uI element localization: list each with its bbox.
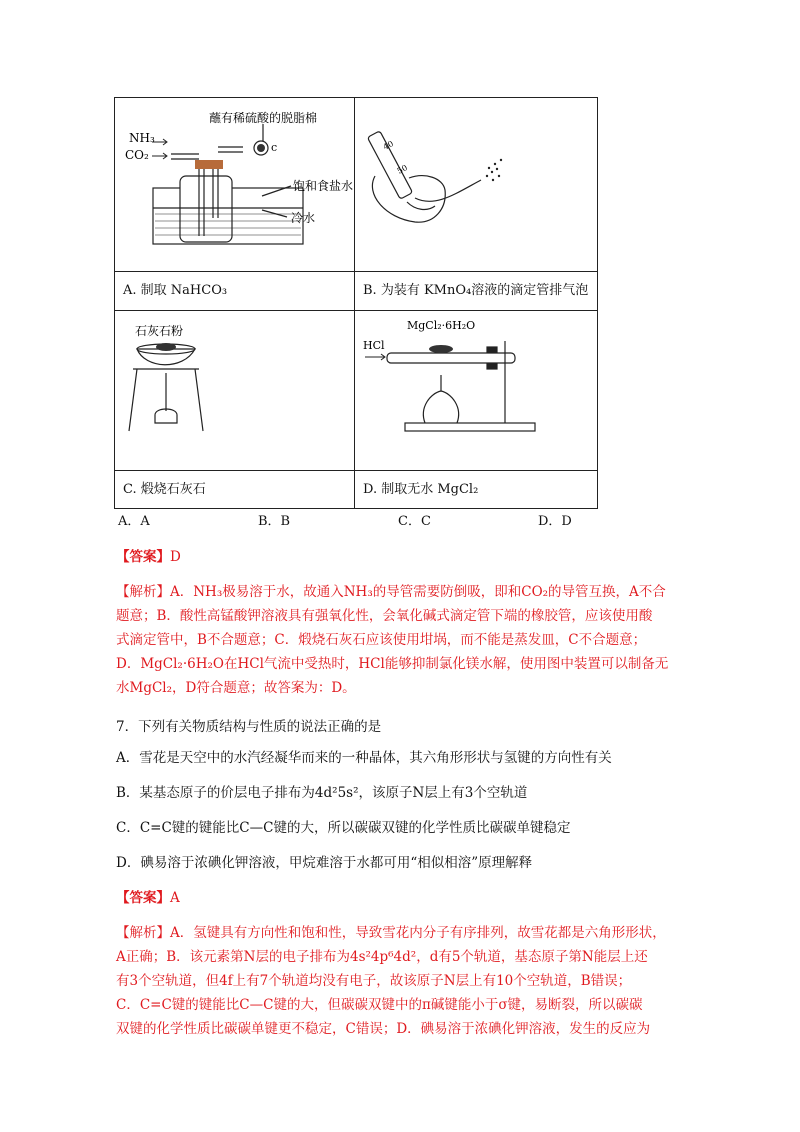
options-table: [114, 97, 598, 509]
figure-b-burette-bubble: [355, 98, 598, 271]
label-c: c: [271, 141, 278, 154]
label-brine: 饱和食盐水: [293, 179, 354, 193]
figure-c-calcination: [115, 311, 354, 470]
analysis-line: D．MgCl₂·6H₂O在HCl气流中受热时，HCl能够抑制氯化镁水解，使用图中装置可以制备无: [116, 656, 669, 672]
analysis-line: 【解析】A．氢键具有方向性和饱和性，导致雪花内分子有序排列，故雪花都是六角形形状，: [116, 925, 666, 941]
analysis-line: 题意；B．酸性高锰酸钾溶液具有强氧化性，会氧化碱式滴定管下端的橡胶管，应该使用酸: [116, 608, 653, 624]
question-7-stem: 7．下列有关物质结构与性质的说法正确的是: [116, 719, 382, 735]
figure-a-nahco3-apparatus: [115, 98, 354, 271]
caption-d: D. 制取无水 MgCl₂: [363, 482, 479, 497]
analysis-line: C．C=C键的键能比C—C键的大，但碳碳双键中的π碱键能小于σ键，易断裂，所以碳碳: [116, 997, 643, 1013]
label-cold-water: 冷水: [291, 211, 316, 225]
table-divider: [115, 271, 597, 272]
analysis-line: A正确；B．该元素第N层的电子排布为4s²4p⁶4d²，d有5个轨道，基态原子第N能层上还: [116, 949, 648, 965]
choice-d: D．D: [538, 514, 572, 529]
table-divider: [115, 470, 597, 471]
label-nh3: NH₃: [129, 131, 155, 145]
analysis-line: 【解析】A．NH₃极易溶于水，故通入NH₃的导管需要防倒吸，即和CO₂的导管互换，A不合: [116, 584, 666, 600]
label-cotton: 蘸有稀硫酸的脱脂棉: [209, 111, 318, 125]
label-limestone-powder: 石灰石粉: [135, 324, 184, 338]
answer-label: 【答案】: [116, 890, 170, 906]
answer-label: 【答案】: [116, 549, 170, 565]
question-7-option-d: D．碘易溶于浓碘化钾溶液，甲烷难溶于水都可用“相似相溶”原理解释: [116, 855, 533, 871]
caption-a: A. 制取 NaHCO₃: [123, 283, 228, 298]
analysis-line: 水MgCl₂，D符合题意；故答案为：D。: [116, 680, 356, 696]
choice-c: C．C: [398, 514, 431, 529]
analysis-line: 双键的化学性质比碳碳单键更不稳定，C错误；D．碘易溶于浓碘化钾溶液，发生的反应为: [116, 1021, 651, 1037]
analysis-line: 有3个空轨道，但4f上有7个轨道均没有电子，故该原子N层上有10个空轨道，B错误；: [116, 973, 632, 989]
choice-a: A．A: [118, 514, 150, 529]
question-7-option-b: B．某基态原子的价层电子排布为4d²5s²，该原子N层上有3个空轨道: [116, 785, 528, 801]
answer-7: [116, 886, 180, 906]
question-7-option-a: A．雪花是天空中的水汽经凝华而来的一种晶体，其六角形形状与氢键的方向性有关: [116, 750, 612, 766]
caption-b: B. 为装有 KMnO₄溶液的滴定管排气泡: [363, 283, 589, 298]
answer-value: D: [170, 549, 181, 565]
label-co2: CO₂: [125, 148, 149, 162]
answer-6: [116, 545, 181, 565]
caption-c: C. 煅烧石灰石: [123, 482, 206, 497]
label-hcl: HCl: [363, 339, 385, 352]
label-mgcl2-hydrate: MgCl₂·6H₂O: [407, 319, 476, 332]
question-7-option-c: C．C=C键的键能比C—C键的大，所以碳碳双键的化学性质比碳碳单键稳定: [116, 820, 571, 836]
label-tick-50: 50: [395, 163, 409, 176]
choice-b: B．B: [258, 514, 291, 529]
label-tick-40: 40: [381, 139, 395, 152]
analysis-line: 式滴定管中，B不合题意；C．煅烧石灰石应该使用坩埚，而不能是蒸发皿，C不合题意；: [116, 632, 647, 648]
answer-value: A: [170, 890, 180, 906]
figure-d-anhydrous-mgcl2: [355, 311, 598, 470]
